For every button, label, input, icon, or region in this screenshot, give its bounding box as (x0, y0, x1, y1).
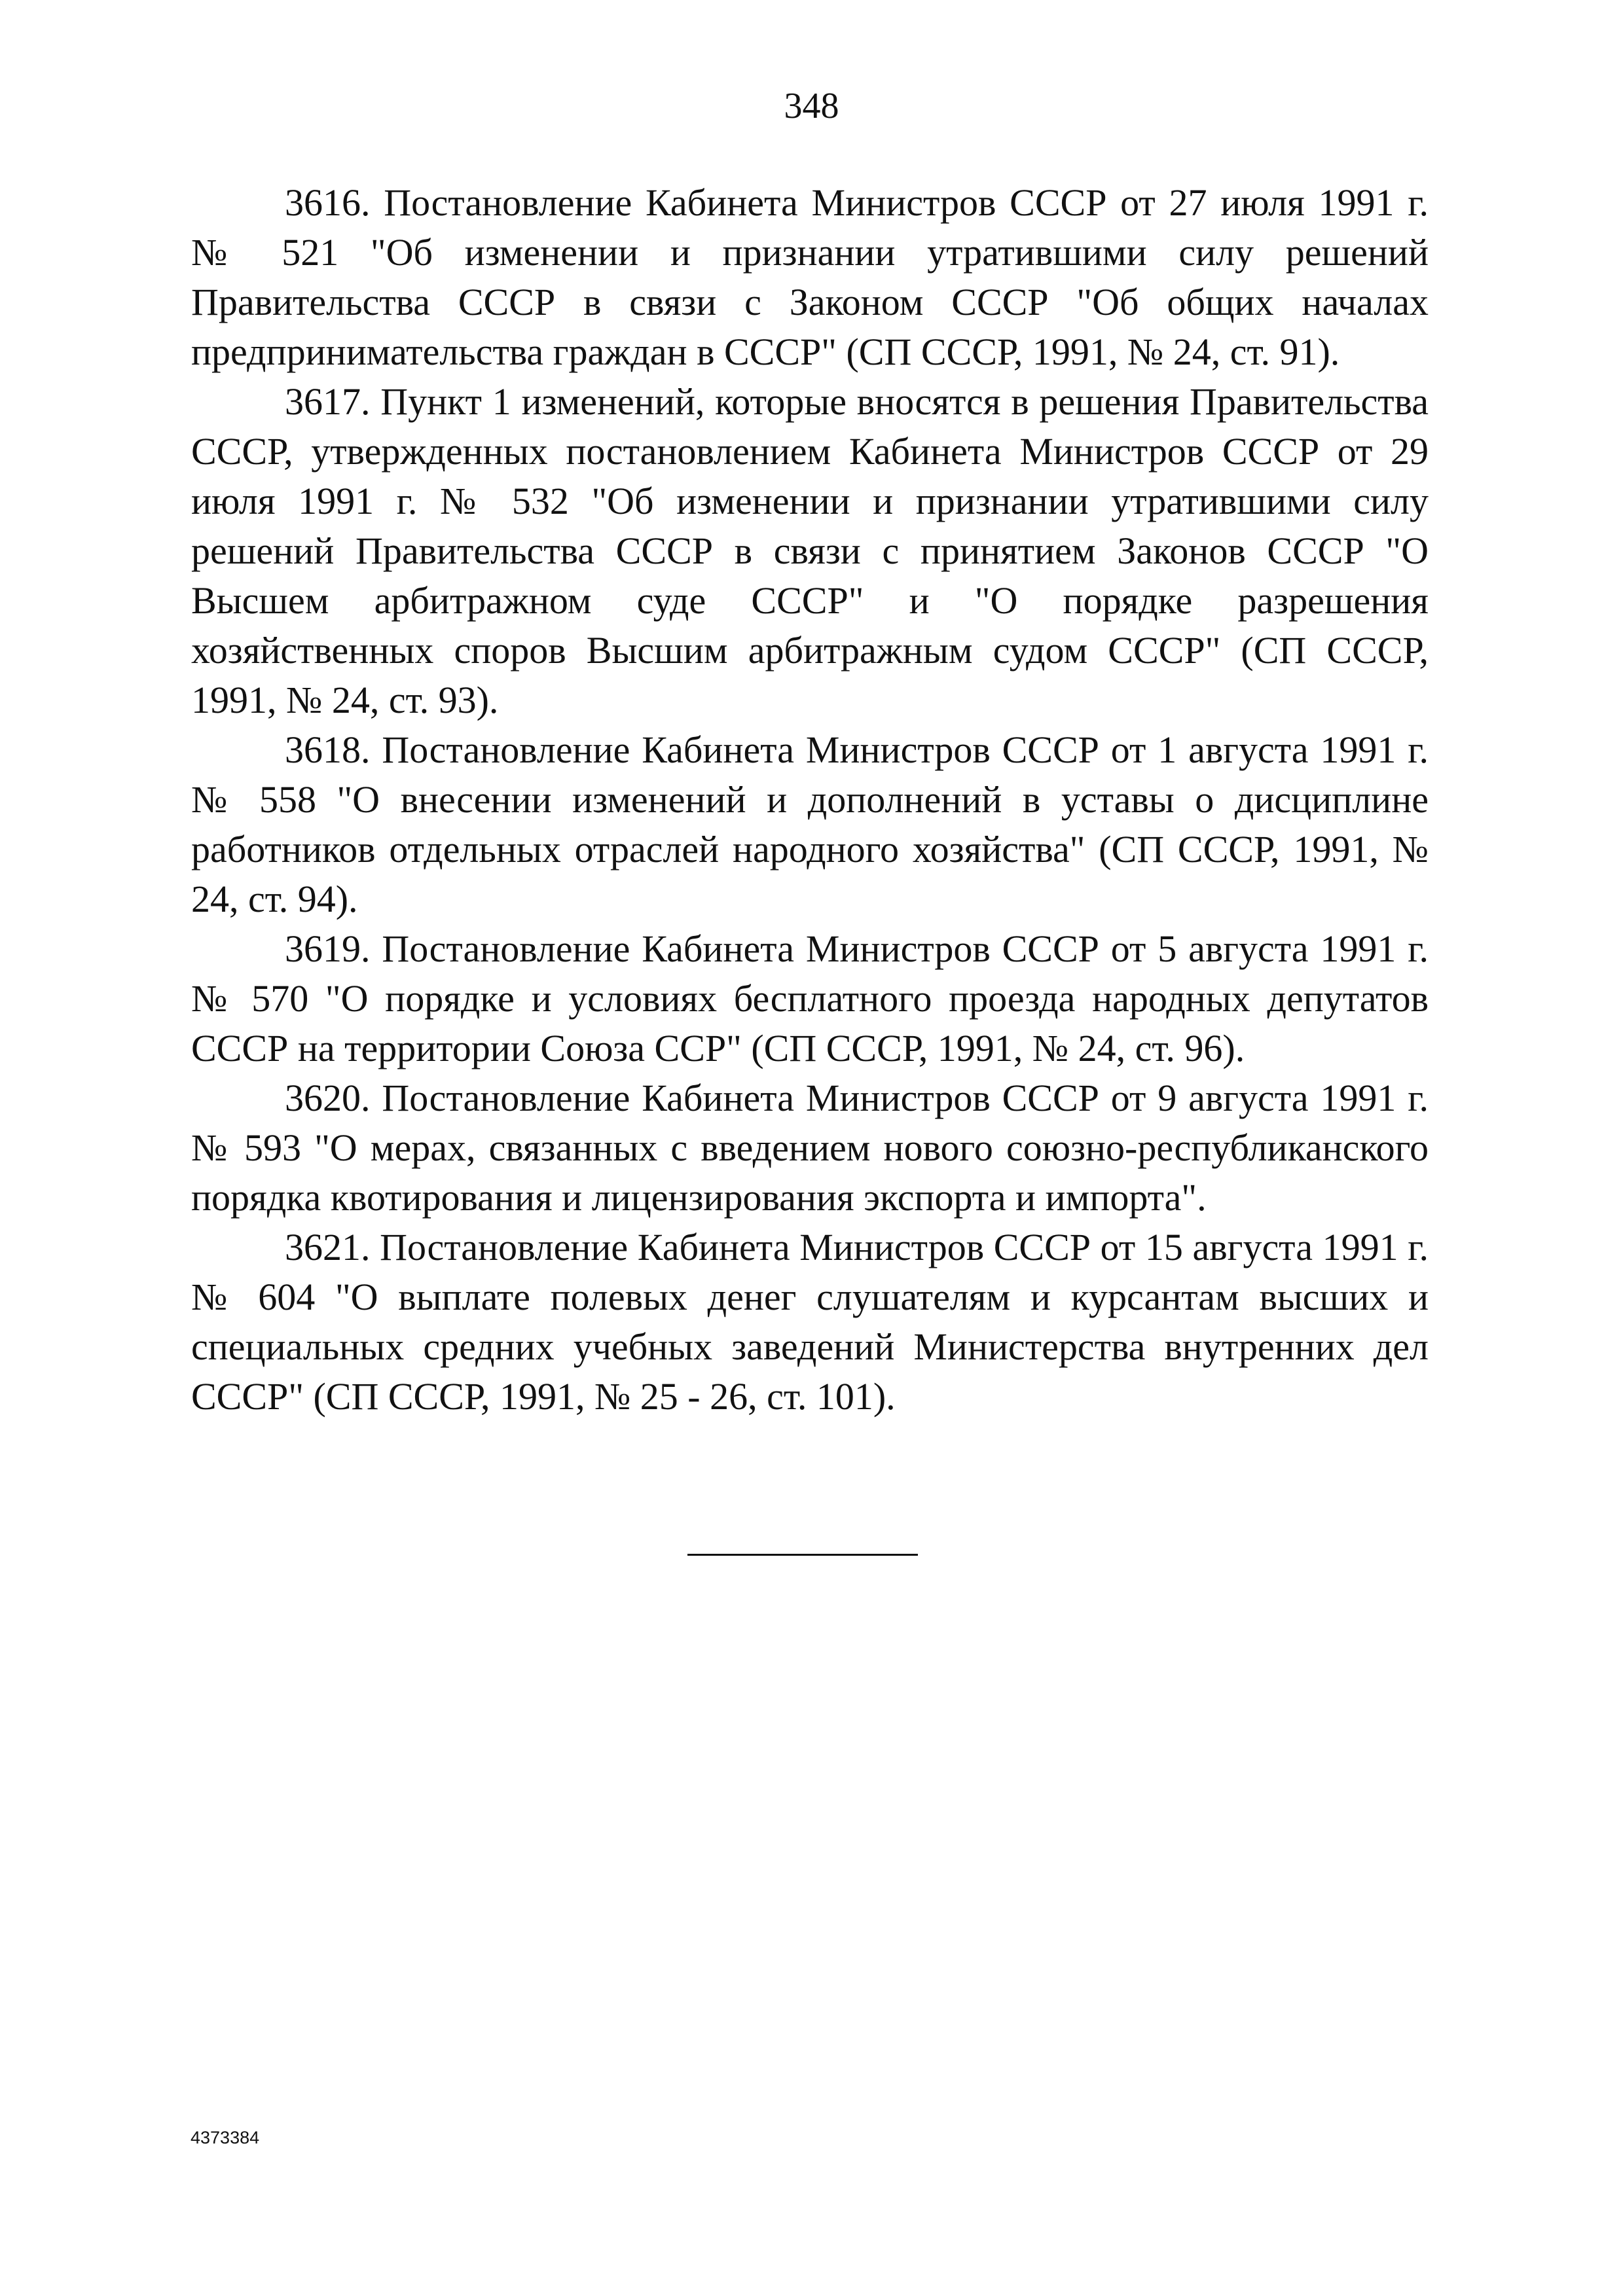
entries-list (191, 178, 1429, 1422)
list-item-3616: 3616. Постановление Кабинета Министров СССР от 27 июля 1991 г. № 521 "Об изменении и признании утратившими силу решений Правительства СССР в связи с Законом СССР "Об общих началах предпринимательства граждан в СССР" (СП СССР, 1991, № 24, ст. 91). (191, 181, 1429, 373)
list-item-3617: 3617. Пункт 1 изменений, которые вносятся в решения Правительства СССР, утвержденных постановлением Кабинета Министров СССР от 29 июля 1991 г. № 532 "Об изменении и признании утратившими силу решений Правительства СССР в связи с принятием Законов СССР "О Высшем арбитражном суде СССР" и "О порядке разрешения хозяйственных споров Высшим арбитражным судом СССР" (СП СССР, 1991, № 24, ст. 93). (191, 380, 1429, 721)
end-separator-line (687, 1554, 918, 1556)
list-item-3618: 3618. Постановление Кабинета Министров СССР от 1 августа 1991 г. № 558 "О внесении изменений и дополнений в уставы о дисциплине работников отдельных отраслей народного хозяйства" (СП СССР, 1991, № 24, ст. 94). (191, 728, 1429, 920)
list-item-3620: 3620. Постановление Кабинета Министров СССР от 9 августа 1991 г. № 593 "О мерах, связанных с введением нового союзно-республиканского порядка квотирования и лицензирования экспорта и импорта". (191, 1077, 1429, 1219)
page-number: 348 (784, 86, 839, 126)
list-item-3621: 3621. Постановление Кабинета Министров СССР от 15 августа 1991 г. № 604 "О выплате полевых денег слушателям и курсантам высших и специальных средних учебных заведений Министерства внутренних дел СССР" (СП СССР, 1991, № 25 - 26, ст. 101). (191, 1226, 1429, 1418)
document-id: 4373384 (191, 2128, 260, 2147)
list-item-3619: 3619. Постановление Кабинета Министров СССР от 5 августа 1991 г. № 570 "О порядке и условиях бесплатного проезда народных депутатов СССР на территории Союза ССР" (СП СССР, 1991, № 24, ст. 96). (191, 927, 1429, 1069)
